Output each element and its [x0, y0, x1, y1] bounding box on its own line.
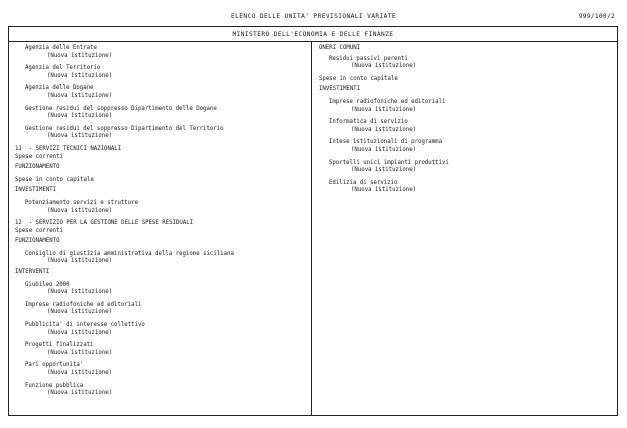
- entry-status: (Nuova istituzione): [47, 289, 113, 296]
- table-frame: [8, 26, 618, 416]
- section-heading: FUNZIONAMENTO: [15, 164, 60, 171]
- entry-label: Gestione residui del soppresso Dipartimento del Territorio: [25, 125, 224, 132]
- entry-label: Funzione pubblica: [25, 382, 84, 389]
- document-code: 999/100/2: [578, 13, 615, 20]
- right-column: [319, 45, 615, 195]
- entry-label: Agenzia delle Entrate: [25, 45, 97, 51]
- section-heading: Spese correnti: [15, 153, 63, 160]
- ministry-heading: MINISTERO DELL'ECONOMIA E DELLE FINANZE: [232, 31, 394, 38]
- entry-status: (Nuova istituzione): [351, 106, 417, 113]
- section-heading: Spese correnti: [15, 227, 63, 234]
- entry-status: (Nuova istituzione): [47, 309, 113, 316]
- entry-status: (Nuova istituzione): [47, 390, 113, 397]
- entry-label: Sportelli unici impianti produttivi: [329, 159, 449, 166]
- section-heading: Spese in conto capitale: [15, 176, 94, 183]
- entry-status: (Nuova istituzione): [351, 167, 417, 174]
- section-heading: INTERVENTI: [15, 269, 50, 276]
- entry-label: Pari opportunita': [25, 362, 84, 369]
- section-heading: 11 - SERVIZI TECNICI NAZIONALI: [15, 145, 122, 152]
- entry-status: (Nuova istituzione): [351, 126, 417, 133]
- document-title: ELENCO DELLE UNITA' PREVISIONALI VARIATE: [230, 13, 396, 20]
- entry-status: (Nuova istituzione): [47, 52, 113, 59]
- entry-label: Pubblicita' di interesse collettivo: [25, 322, 145, 329]
- entry-status: (Nuova istituzione): [47, 258, 113, 265]
- section-heading: INVESTIMENTI: [319, 86, 361, 93]
- entry-label: Imprese radiofoniche ed editoriali: [25, 301, 142, 308]
- entry-label: Potenziamento servizi e strutture: [25, 199, 138, 206]
- entry-status: (Nuova istituzione): [47, 349, 113, 356]
- section-heading: Spese in conto capitale: [319, 75, 398, 82]
- left-column: [15, 45, 305, 398]
- entry-label: Informatica di servizio: [329, 119, 408, 126]
- entry-status: (Nuova istituzione): [47, 113, 113, 120]
- header-divider: [9, 41, 617, 42]
- entry-label: Giubileo 2000: [25, 281, 70, 288]
- entry-label: Agenzia del Territorio: [25, 65, 101, 72]
- entry-label: Intese istituzionali di programma: [329, 139, 442, 146]
- entry-label: Agenzia delle Dogane: [25, 85, 94, 92]
- entry-status: (Nuova istituzione): [47, 72, 113, 79]
- entry-label: Edilizia di servizio: [329, 179, 398, 186]
- entry-status: (Nuova istituzione): [351, 146, 417, 153]
- entry-label: Consiglio di giustizia amministrativa della regione siciliana: [25, 250, 234, 257]
- entry-status: (Nuova istituzione): [47, 207, 113, 214]
- section-heading: ONERI COMUNI: [319, 45, 361, 51]
- section-heading: FUNZIONAMENTO: [15, 238, 60, 245]
- section-heading: 12 - SERVIZIO PER LA GESTIONE DELLE SPESE RESIDUALI: [15, 220, 194, 227]
- column-divider: [311, 41, 312, 415]
- entry-status: (Nuova istituzione): [47, 92, 113, 99]
- entry-label: Progetti finalizzati: [25, 342, 94, 349]
- section-heading: INVESTIMENTI: [15, 187, 57, 194]
- entry-label: Residui passivi perenti: [329, 55, 408, 62]
- entry-status: (Nuova istituzione): [47, 370, 113, 376]
- entry-label: Imprese radiofoniche ed editoriali: [329, 98, 446, 105]
- entry-label: Gestione residui del soppresso Dipartimento delle Dogane: [25, 105, 217, 112]
- entry-status: (Nuova istituzione): [351, 63, 417, 70]
- entry-status: (Nuova istituzione): [47, 133, 113, 140]
- entry-status: (Nuova istituzione): [47, 329, 113, 336]
- entry-status: (Nuova istituzione): [351, 187, 417, 194]
